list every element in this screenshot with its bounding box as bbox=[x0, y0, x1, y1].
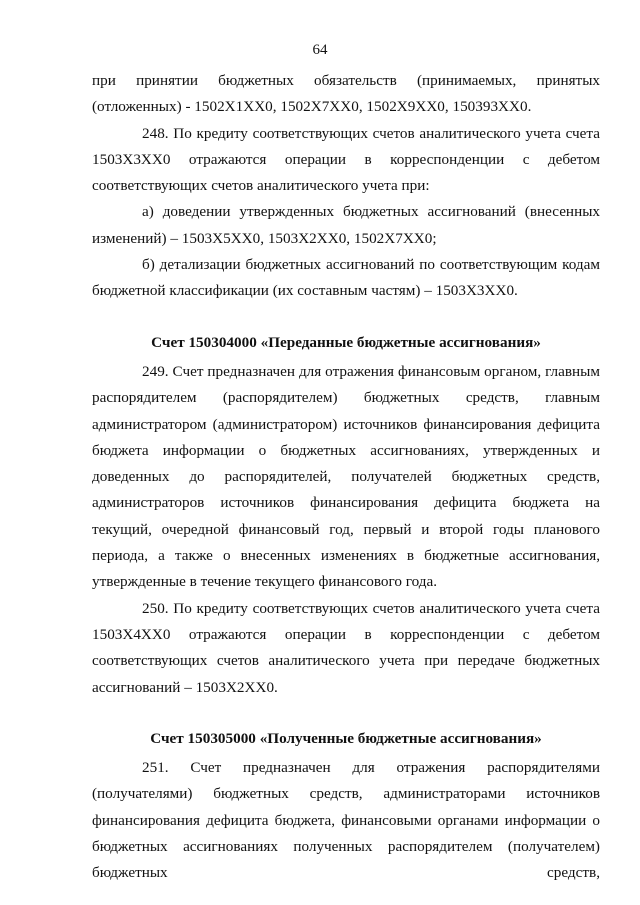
page-number: 64 bbox=[312, 42, 328, 58]
paragraph-249: 249. Счет предназначен для отражения финансовым органом, главным распорядителем (распорядителем) бюджетных средств, главным администратором (администратором) источников финансирования дефицита бюджета информации о бюджетных ассигнованиях, утвержденных и доведенных до распорядителей, получателей бюджетных средств, администраторов источников финансирования дефицита бюджета на текущий, очередной финансовый год, первый и второй годы планового периода, а также о внесенных изменениях в бюджетные ассигнования, утвержденные в течение текущего финансового года. bbox=[92, 362, 600, 591]
paragraph-250: 250. По кредиту соответствующих счетов аналитического учета счета 1503Х4ХХ0 отражаются операции в корреспонденции с дебетом соответствующих счетов аналитического учета при передаче бюджетных ассигнований – 1503Х2ХХ0. bbox=[92, 599, 600, 696]
section-heading-150304000: Счет 150304000 «Переданные бюджетные ассигнования» bbox=[151, 333, 541, 351]
document-body bbox=[92, 68, 600, 887]
section-heading-150305000: Счет 150305000 «Полученные бюджетные ассигнования» bbox=[150, 729, 542, 747]
paragraph-251: 251. Счет предназначен для отражения распорядителями (получателями) бюджетных средств, администраторами источников финансирования дефицита бюджета, финансовыми органами информации о бюджетных ассигнованиях полученных распорядителем (получателем) бюджетных средств, bbox=[92, 759, 600, 882]
paragraph-248-a: а) доведении утвержденных бюджетных ассигнований (внесенных изменений) – 1503Х5ХХ0, 1503Х2ХХ0, 1502Х7ХХ0; bbox=[92, 203, 600, 247]
paragraph-248: 248. По кредиту соответствующих счетов аналитического учета счета 1503Х3ХХ0 отражаются операции в корреспонденции с дебетом соответствующих счетов аналитического учета при: bbox=[92, 124, 600, 195]
paragraph-248-b: б) детализации бюджетных ассигнований по соответствующим кодам бюджетной классификации (их составным частям) – 1503Х3ХХ0. bbox=[92, 256, 600, 300]
paragraph-intro: при принятии бюджетных обязательств (принимаемых, принятых (отложенных) - 1502Х1ХХ0, 1502Х7ХХ0, 1502Х9ХХ0, 150393ХХ0. bbox=[92, 72, 600, 116]
